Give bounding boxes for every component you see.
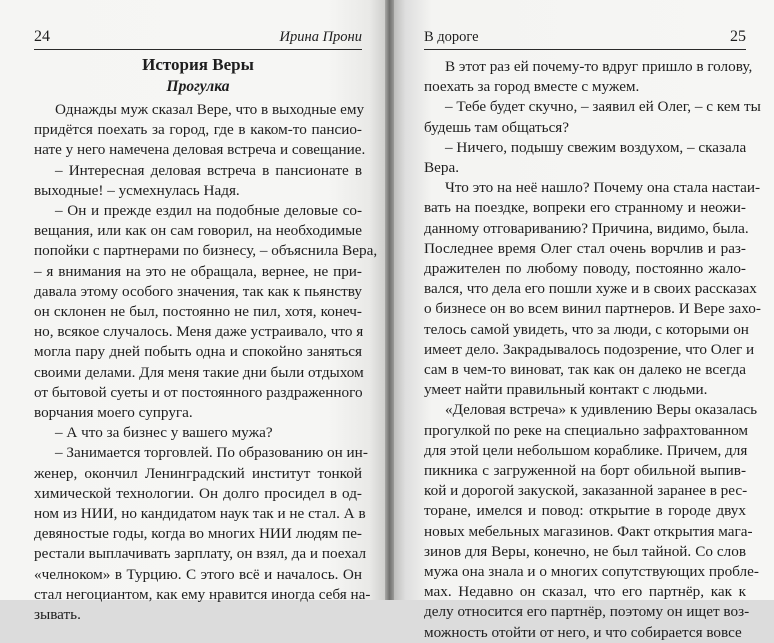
text-line: – Ничего, подышу свежим воздухом, – сказала: [445, 138, 747, 156]
text-line: от бытовой суеты и от постоянного раздраженного: [34, 383, 363, 401]
right-text-lines: [424, 57, 761, 643]
text-line: кой и дорогой закуской, заказанной заранее в рес-: [424, 482, 748, 500]
text-line: зывать.: [34, 606, 81, 624]
text-line: он склонен не был, постоянно не пил, хотя, конеч-: [34, 303, 362, 321]
text-line: – Тебе будет скучно, – заявил ей Олег, – с кем ты: [445, 98, 761, 116]
text-line: Последнее время Олег стал очень ворчлив и раз-: [424, 239, 746, 257]
text-line: вещания, или как он сам говорил, на необходимые: [34, 222, 362, 240]
text-line: данному отговариванию? Причина, видимо, была.: [424, 219, 749, 237]
text-line: имеет дело. Закрадывалось подозрение, что Олег и: [424, 340, 755, 358]
text-line: Вера.: [424, 159, 460, 177]
text-line: женер, окончил Ленинградский институт тонкой: [34, 464, 362, 482]
text-line: Однажды муж сказал Вере, что в выходные ему: [55, 101, 365, 118]
left-text-lines: [34, 100, 378, 625]
text-line: – Он и прежде ездил на подобные деловые со-: [55, 202, 362, 220]
text-line: могла пару дней побыть одна и спокойно заняться: [34, 343, 362, 361]
text-line: рестали выплачивать зарплату, он взял, да и поехал: [34, 545, 367, 563]
text-line: ном из НИИ, но кандидатом наук так и не стал. А в: [34, 505, 366, 523]
text-line: нате у него намечена деловая встреча и совещание.: [34, 141, 366, 159]
text-line: – А что за бизнес у вашего мужа?: [55, 424, 273, 442]
text-line: делу относится его партнёр, поэтому он ищет воз-: [424, 603, 750, 621]
text-line: придётся поехать за город, где в каком-то пансио-: [34, 121, 362, 139]
text-line: пикника с загруженной на борт обильной выпив-: [424, 462, 746, 480]
left-page-header: [34, 28, 362, 50]
text-line: умеет найти правильный контакт с людьми.: [424, 381, 708, 399]
left-header-rule: [34, 49, 362, 50]
text-line: мах. Недавно он сказал, что его партнёр, как к: [424, 583, 746, 601]
text-line: давала этому особого значения, так как к пьянству: [34, 282, 362, 300]
right-page: [394, 0, 774, 641]
right-header-rule: [424, 49, 746, 50]
text-line: можность отойти от него, и что собирается вовсе: [424, 623, 742, 641]
text-line: вался, что дела его пошли хуже и в своих рассказах: [424, 280, 757, 298]
text-line: ворчания моего супруга.: [34, 404, 193, 422]
text-line: торане, имелся и повод: открытие в городе двух: [424, 502, 746, 520]
text-line: вать на поездке, вопреки его странному и неожи-: [424, 199, 746, 217]
text-line: – я внимания на это не обращала, вернее, не при-: [34, 262, 362, 280]
text-line: мужа она знала и о многих сопутствующих пробле-: [424, 563, 759, 581]
text-line: В этот раз ей почему-то вдруг пришло в голову,: [445, 58, 753, 75]
text-line: химической технологии. Он долго просидел в од-: [34, 484, 362, 502]
text-line: «Деловая встреча» к удивлению Веры оказалась: [445, 401, 758, 419]
text-line: – Занимается торговлей. По образованию он ин-: [55, 444, 368, 462]
text-line: поехать за город вместе с мужем.: [424, 78, 640, 96]
right-page-body: [424, 57, 761, 643]
text-line: дражителен по любому поводу, постоянно жало-: [424, 260, 746, 278]
text-line: выходные! – усмехнулась Надя.: [34, 181, 240, 199]
text-line: своими делами. Для меня такие дни были отдыхом: [34, 363, 364, 381]
text-line: девяностые годы, когда во многих НИИ людям пе-: [34, 525, 362, 543]
text-line: будешь там общаться?: [424, 118, 570, 136]
chapter-subtitle: Прогулка: [166, 78, 230, 95]
right-page-number: 25: [730, 28, 746, 45]
text-line: попойки с партнерами по бизнесу, – объяснила Вера,: [34, 242, 378, 260]
text-line: о бизнесе он во всем винил партнеров. И Вере захо-: [424, 300, 761, 318]
text-line: сам в чем-то виноват, так как он далеко не всегда: [424, 361, 746, 379]
chapter-title: История Веры: [142, 55, 254, 74]
text-line: телось самой увидеть, что за люди, с которыми он: [424, 320, 749, 338]
right-running-head: В дороге: [424, 29, 479, 45]
text-line: стал негоциантом, как ему нравится иногда себя на-: [34, 585, 371, 603]
left-page-number: 24: [34, 28, 50, 45]
text-line: Что это на неё нашло? Почему она стала настаи-: [445, 179, 761, 197]
text-line: зинов для Веры, конечно, не был тайной. Со слов: [424, 542, 746, 560]
left-page-body: [34, 54, 378, 625]
book-gutter: [385, 0, 394, 600]
text-line: «челноком» в Турцию. С этого всё и началось. Он: [34, 565, 362, 583]
left-running-head: Ирина Прони: [279, 29, 362, 45]
right-page-header: [424, 28, 746, 50]
text-line: новых мебельных магазинов. Факт открытия мага-: [424, 522, 753, 540]
text-line: для этой цели небольшом кораблике. Причем, для: [424, 441, 748, 459]
text-line: прогулкой по реке на специально зафрахтованном: [424, 421, 749, 439]
left-page: [0, 0, 385, 624]
text-line: – Интересная деловая встреча в пансионате в: [55, 161, 362, 179]
text-line: но, всякое случалось. Меня даже устраивало, что я: [34, 323, 364, 341]
